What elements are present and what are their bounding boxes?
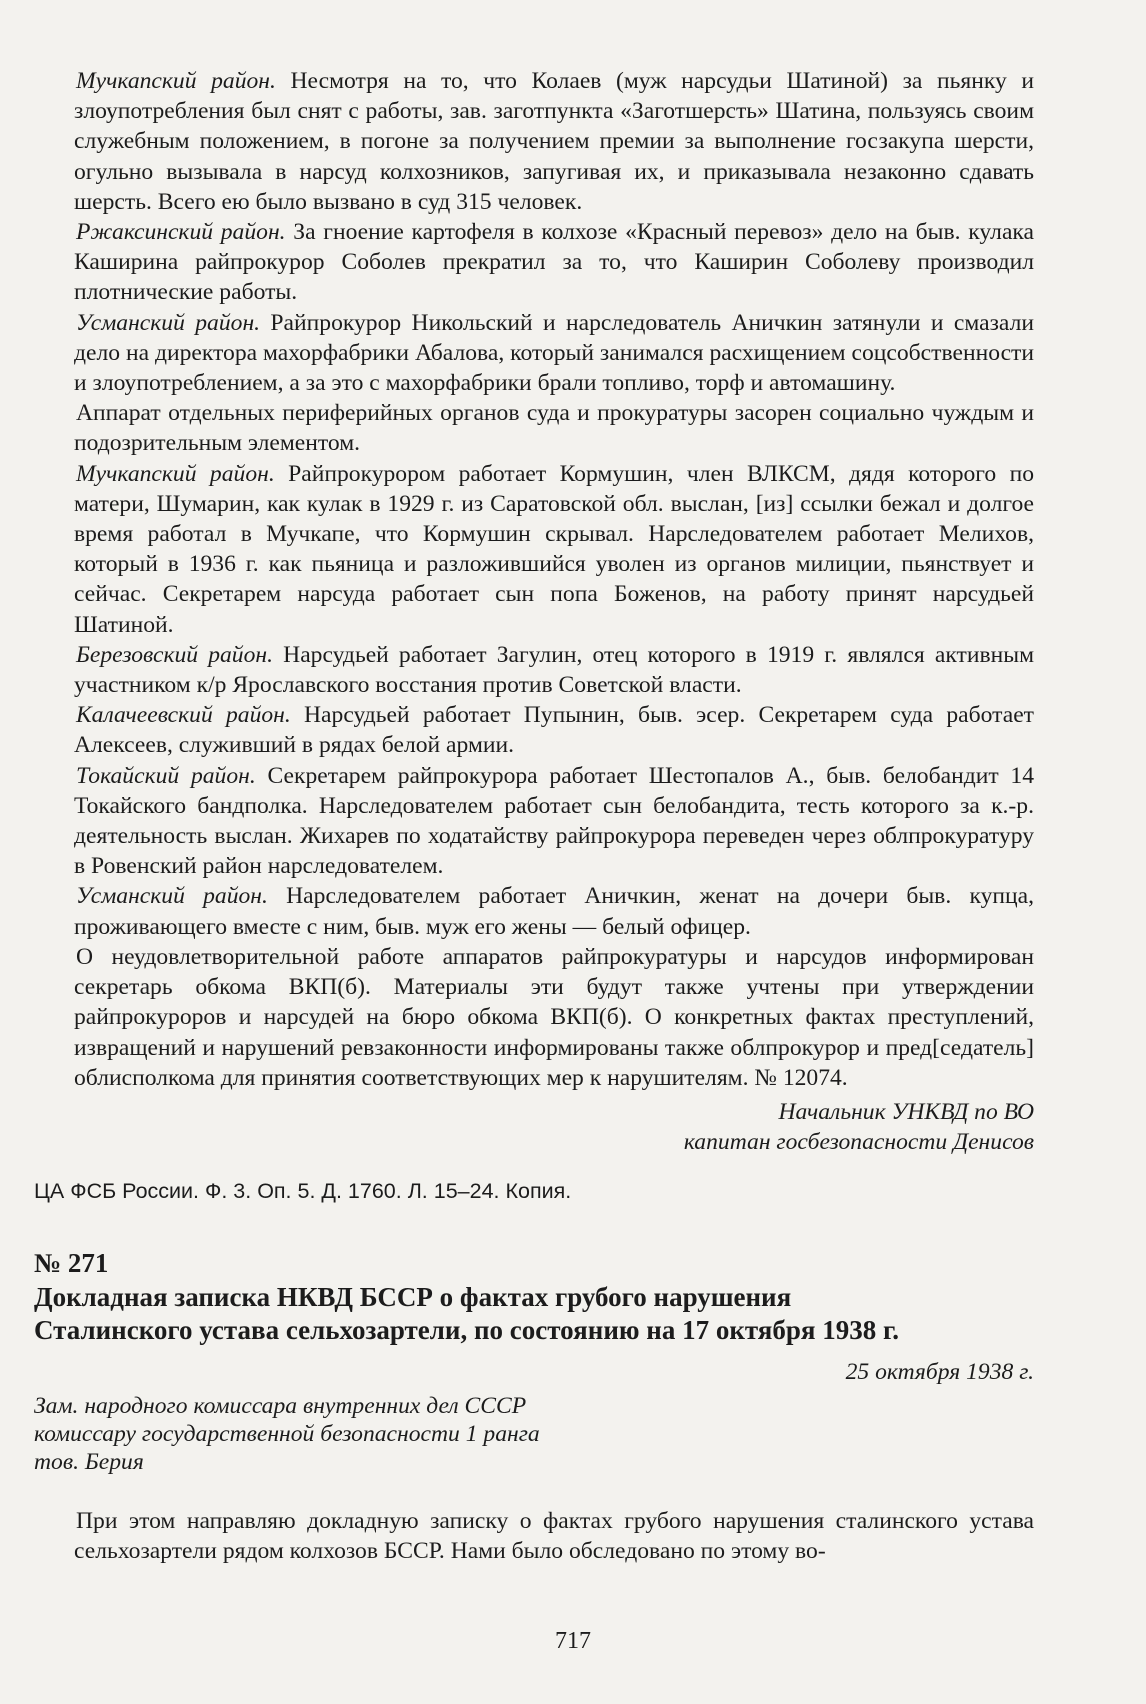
document-body: При этом направляю докладную записку о фактах грубого нарушения сталинского устава сельхозартели рядом колхозов БССР. Нами было обследовано по этому во- bbox=[74, 1507, 1034, 1565]
report-paragraphs bbox=[74, 66, 1034, 1093]
paragraph-6 bbox=[74, 640, 1034, 700]
paragraph-text: Несмотря на то, что Колаев (муж нарсудьи Шатиной) за пьянку и злоупотребления был снят с работы, зав. заготпункта «Заготшерсть» Шатина, пользуясь своим служебным положением, в погоне за получением премии за выполнение госзакупа шерсти, огульно вызывала в нарсуд колхозников, запугивая их, и приказывала незаконно сдавать шерсть. Всего ею было вызвано в суд 315 человек. bbox=[74, 68, 1034, 215]
paragraph-1 bbox=[74, 66, 1034, 217]
district-heading: Усманский район. bbox=[76, 883, 268, 910]
paragraph-5 bbox=[74, 459, 1034, 640]
paragraph-text: Нарследователем работает Аничкин, женат на дочери быв. купца, проживающего вместе с ним, быв. муж его жены — белый офицер. bbox=[74, 883, 1034, 940]
paragraph-text: Аппарат отдельных периферийных органов суда и прокуратуры засорен социально чуждым и подозрительным элементом. bbox=[74, 400, 1034, 457]
paragraph-7 bbox=[74, 700, 1034, 760]
signature-name: капитан госбезопасности Денисов bbox=[683, 1128, 1034, 1155]
addressee-line-2: комиссару государственной безопасности 1 ранга bbox=[34, 1420, 540, 1447]
document-title-line-2: Сталинского устава сельхозартели, по состоянию на 17 октября 1938 г. bbox=[34, 1314, 899, 1345]
document-title-line-1: Докладная записка НКВД БССР о фактах грубого нарушения bbox=[34, 1281, 792, 1312]
paragraph-text: Райпрокурор Никольский и нарследователь Аничкин затянули и смазали дело на директора махорфабрики Абалова, который занимался расхищением соцсобственности и злоупотреблением, а за это с махорфабрики брали топливо, торф и автомашину. bbox=[74, 309, 1035, 397]
paragraph-text: Нарсудьей работает Загулин, отец которого в 1919 г. являлся активным участником к/р Ярославского восстания против Советской власти. bbox=[74, 641, 1035, 699]
addressee-block bbox=[34, 1392, 1034, 1476]
district-heading: Усманский район. bbox=[76, 309, 261, 336]
document-page bbox=[34, 66, 1035, 1566]
district-heading: Березовский район. bbox=[76, 641, 274, 668]
paragraph-text: О неудовлетворительной работе аппаратов райпрокуратуры и нарсудов информирован секретарь обкома ВКП(б). Материалы эти будут также учтены при утверждении райпрокуроров и нарсудей на бюро обкома ВКП(б). О конкретных фактах преступлений, извращений и нарушений ревзаконности информированы также облпрокурор и пред[седатель] облисполкома для принятия соответствующих мер к нарушителям. № 12074. bbox=[74, 943, 1034, 1091]
district-heading: Мучкапский район. bbox=[76, 68, 276, 94]
paragraph-text: Нарсудьей работает Пупынин, быв. эсер. Секретарем суда работает Алексеев, служивший в рядах белой армии. bbox=[74, 702, 1034, 759]
document-date: 25 октября 1938 г. bbox=[845, 1358, 1034, 1385]
paragraph-2 bbox=[74, 217, 1034, 308]
addressee-line-1: Зам. народного комиссара внутренних дел СССР bbox=[34, 1392, 527, 1419]
document-title bbox=[34, 1281, 1034, 1347]
signature-title: Начальник УНКВД по ВО bbox=[778, 1098, 1034, 1125]
document-number: № 271 bbox=[34, 1247, 109, 1278]
page-number: 717 bbox=[555, 1628, 591, 1654]
district-heading: Мучкапский район. bbox=[76, 460, 275, 487]
paragraph-4 bbox=[74, 398, 1034, 458]
paragraph-8 bbox=[74, 761, 1034, 882]
archive-source: ЦА ФСБ России. Ф. 3. Оп. 5. Д. 1760. Л. 15–24. Копия. bbox=[34, 1178, 572, 1203]
district-heading: Токайский район. bbox=[76, 762, 256, 789]
paragraph-10 bbox=[74, 942, 1034, 1093]
paragraph-text: Райпрокурором работает Кормушин, член ВЛКСМ, дядя которого по матери, Шумарин, как кулак в 1929 г. из Саратовской обл. выслан, [из] ссылки бежал и долгое время работал в Мучкапе, что Кормушин скрывал. Нарследователем работает Мелихов, который в 1936 г. как пьяница и разложившийся уволен из органов милиции, пьянствует и сейчас. Секретарем нарсуда работает сын попа Боженов, на работу принят нарсудьей Шатиной. bbox=[74, 460, 1034, 638]
district-heading: Ржаксинский район. bbox=[76, 219, 286, 246]
paragraph-3 bbox=[74, 308, 1034, 399]
paragraph-9 bbox=[74, 881, 1034, 941]
district-heading: Калачеевский район. bbox=[76, 702, 291, 729]
paragraph-text: За гноение картофеля в колхозе «Красный перевоз» дело на быв. кулака Каширина райпрокурор Соболев прекратил за то, что Каширин Соболеву производил плотнические работы. bbox=[74, 219, 1034, 306]
paragraph-text: Секретарем райпрокурора работает Шестопалов А., быв. белобандит 14 Токайского бандполка. Нарследователем работает сын белобандита, тесть которого за к.-р. деятельность выслан. Жихарев по ходатайству райпрокурора переведен через облпрокуратуру в Ровенский район нарследователем. bbox=[74, 762, 1034, 880]
addressee-line-3: тов. Берия bbox=[34, 1448, 144, 1475]
